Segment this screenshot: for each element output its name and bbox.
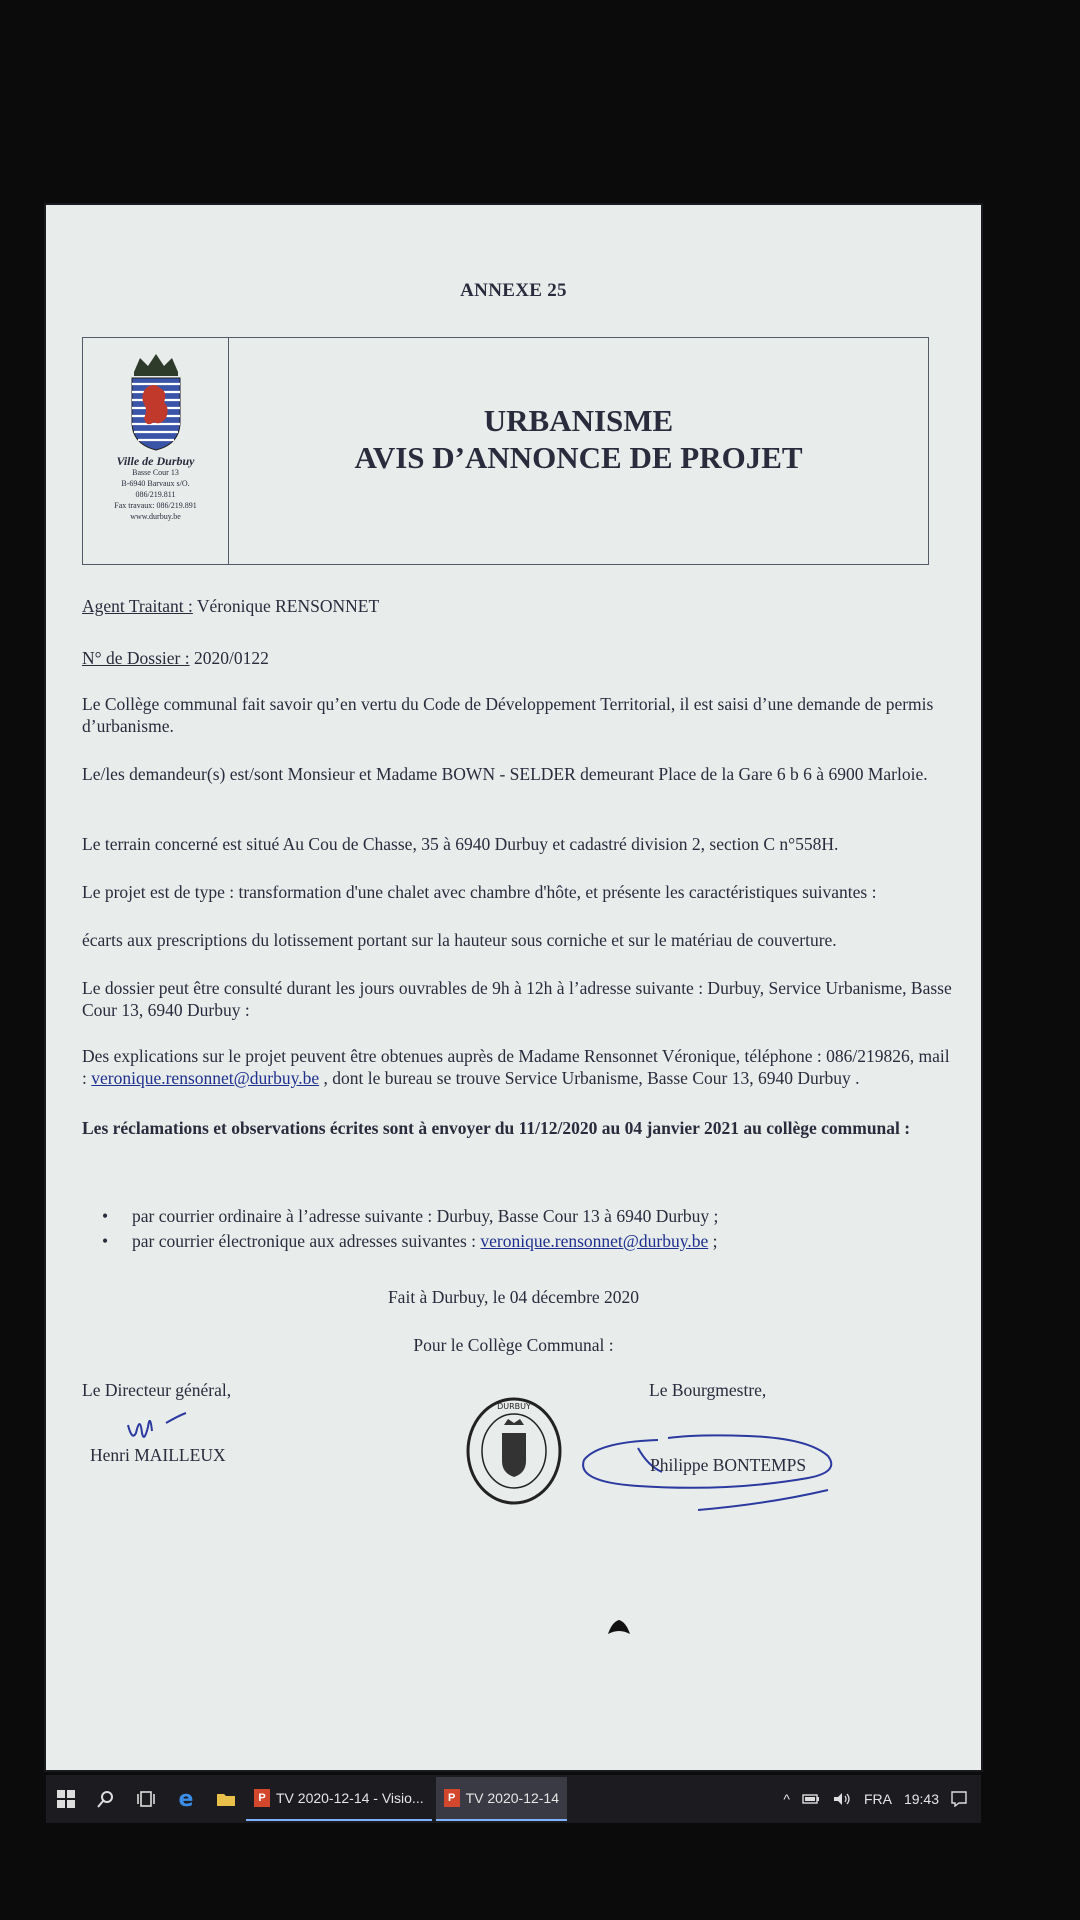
windows-logo-icon (57, 1790, 75, 1808)
title-line1: URBANISME (483, 403, 674, 438)
windows-taskbar (46, 1775, 981, 1823)
taskbar-app-visio-label: TV 2020-12-14 - Visio... (276, 1790, 424, 1806)
agent-label: Agent Traitant : (82, 596, 193, 616)
bullet-email-end: ; (708, 1231, 718, 1251)
logo-web: www.durbuy.be (130, 512, 181, 521)
monitor-screen (46, 205, 981, 1770)
document-page (46, 205, 981, 1770)
paragraph-ecarts: écarts aux prescriptions du lotissement portant sur la hauteur sous corniche et sur le matériau de couverture. (82, 930, 837, 950)
clock[interactable]: 19:43 (903, 1791, 939, 1807)
email-link[interactable]: veronique.rensonnet@durbuy.be (91, 1068, 320, 1088)
paragraph-explications (82, 1045, 952, 1089)
edge-icon: e (178, 1786, 194, 1812)
logo-address1: Basse Cour 13 (132, 468, 179, 477)
title-block (229, 338, 928, 564)
agent-line (82, 595, 952, 617)
bullet-courrier: • par courrier ordinaire à l’adresse suivante : Durbuy, Basse Cour 13 à 6940 Durbuy ; (102, 1205, 718, 1227)
bourgmestre-name: Philippe BONTEMPS (650, 1455, 807, 1475)
paragraph-reclamations: Les réclamations et observations écrites sont à envoyer du 11/12/2020 au 04 janvier 2021 au collège communal : (82, 1118, 911, 1138)
volume-icon[interactable] (832, 1791, 852, 1807)
durbuy-crest-icon (124, 352, 188, 452)
logo-city: Ville de Durbuy (116, 454, 195, 468)
paragraph-projet: Le projet est de type : transformation d'une chalet avec chambre d'hôte, et présente les caractéristiques suivantes : (82, 882, 877, 902)
logo-phone: 086/219.811 (135, 490, 176, 499)
mouse-cursor-icon (606, 1618, 632, 1636)
bullet-list (102, 1205, 718, 1255)
annexe-label: ANNEXE 25 (460, 280, 567, 301)
search-button[interactable] (86, 1775, 126, 1823)
bullet-email (102, 1230, 718, 1252)
title-line2: AVIS D’ANNONCE DE PROJET (354, 440, 803, 475)
pour-college: Pour le Collège Communal : (413, 1335, 614, 1355)
logo-address2: B-6940 Barvaux s/O. (121, 479, 190, 488)
task-view-button[interactable] (126, 1775, 166, 1823)
start-button[interactable] (46, 1775, 86, 1823)
directeur-title: Le Directeur général, (82, 1380, 232, 1400)
municipal-seal-icon (464, 1395, 564, 1507)
bourgmestre-title: Le Bourgmestre, (649, 1380, 767, 1400)
agent-value: Véronique RENSONNET (192, 596, 380, 616)
bullet-email-link[interactable]: veronique.rensonnet@durbuy.be (480, 1231, 709, 1251)
search-icon (97, 1790, 115, 1808)
logo-fax: Fax travaux: 086/219.891 (114, 501, 197, 510)
language-indicator[interactable]: FRA (863, 1791, 892, 1807)
directeur-name: Henri MAILLEUX (90, 1445, 226, 1465)
taskbar-app-visio[interactable] (246, 1777, 432, 1821)
battery-icon[interactable] (802, 1793, 820, 1805)
file-explorer-button[interactable] (206, 1775, 246, 1823)
header-box (82, 337, 929, 565)
logo-block (83, 338, 229, 564)
paragraph-terrain: Le terrain concerné est situé Au Cou de Chasse, 35 à 6940 Durbuy et cadastré division 2, section C n°558H. (82, 834, 839, 854)
paragraph-college: Le Collège communal fait savoir qu’en vertu du Code de Développement Territorial, il est saisi d’une demande de permis d’urbanisme. (82, 694, 934, 736)
directeur-signature-icon (122, 1403, 212, 1443)
taskbar-app-tv[interactable] (436, 1777, 567, 1821)
notification-icon[interactable] (951, 1791, 967, 1807)
system-tray (783, 1791, 981, 1807)
explications-text-end: , dont le bureau se trouve Service Urbanisme, Basse Cour 13, 6940 Durbuy . (319, 1068, 860, 1088)
fait-a: Fait à Durbuy, le 04 décembre 2020 (387, 1287, 640, 1307)
svg-text:DURBUY: DURBUY (497, 1402, 531, 1411)
explications-text: Des explications sur le projet peuvent être obtenues auprès de Madame Rensonnet Véronique, téléphone : 086/219826, mail : (82, 1046, 950, 1088)
edge-button[interactable] (166, 1775, 206, 1823)
task-view-icon (136, 1790, 156, 1808)
dossier-line (82, 647, 952, 669)
paragraph-demandeur: Le/les demandeur(s) est/sont Monsieur et Madame BOWN - SELDER demeurant Place de la Gare 6 b 6 à 6900 Marloie. (82, 764, 928, 784)
paragraph-consultation: Le dossier peut être consulté durant les jours ouvrables de 9h à 12h à l’adresse suivante : Durbuy, Service Urbanisme, Basse Cour 13, 6940 Durbuy : (82, 978, 952, 1020)
taskbar-app-tv-label: TV 2020-12-14 (465, 1790, 560, 1806)
powerpoint-slideshow-icon: P (444, 1789, 460, 1807)
bullet-email-text: par courrier électronique aux adresses suivantes : (132, 1231, 481, 1251)
powerpoint-icon: P (254, 1789, 270, 1807)
folder-icon (216, 1791, 236, 1807)
chevron-up-icon[interactable]: ^ (783, 1791, 790, 1807)
dossier-value: 2020/0122 (189, 648, 269, 668)
dossier-label: N° de Dossier : (82, 648, 190, 668)
